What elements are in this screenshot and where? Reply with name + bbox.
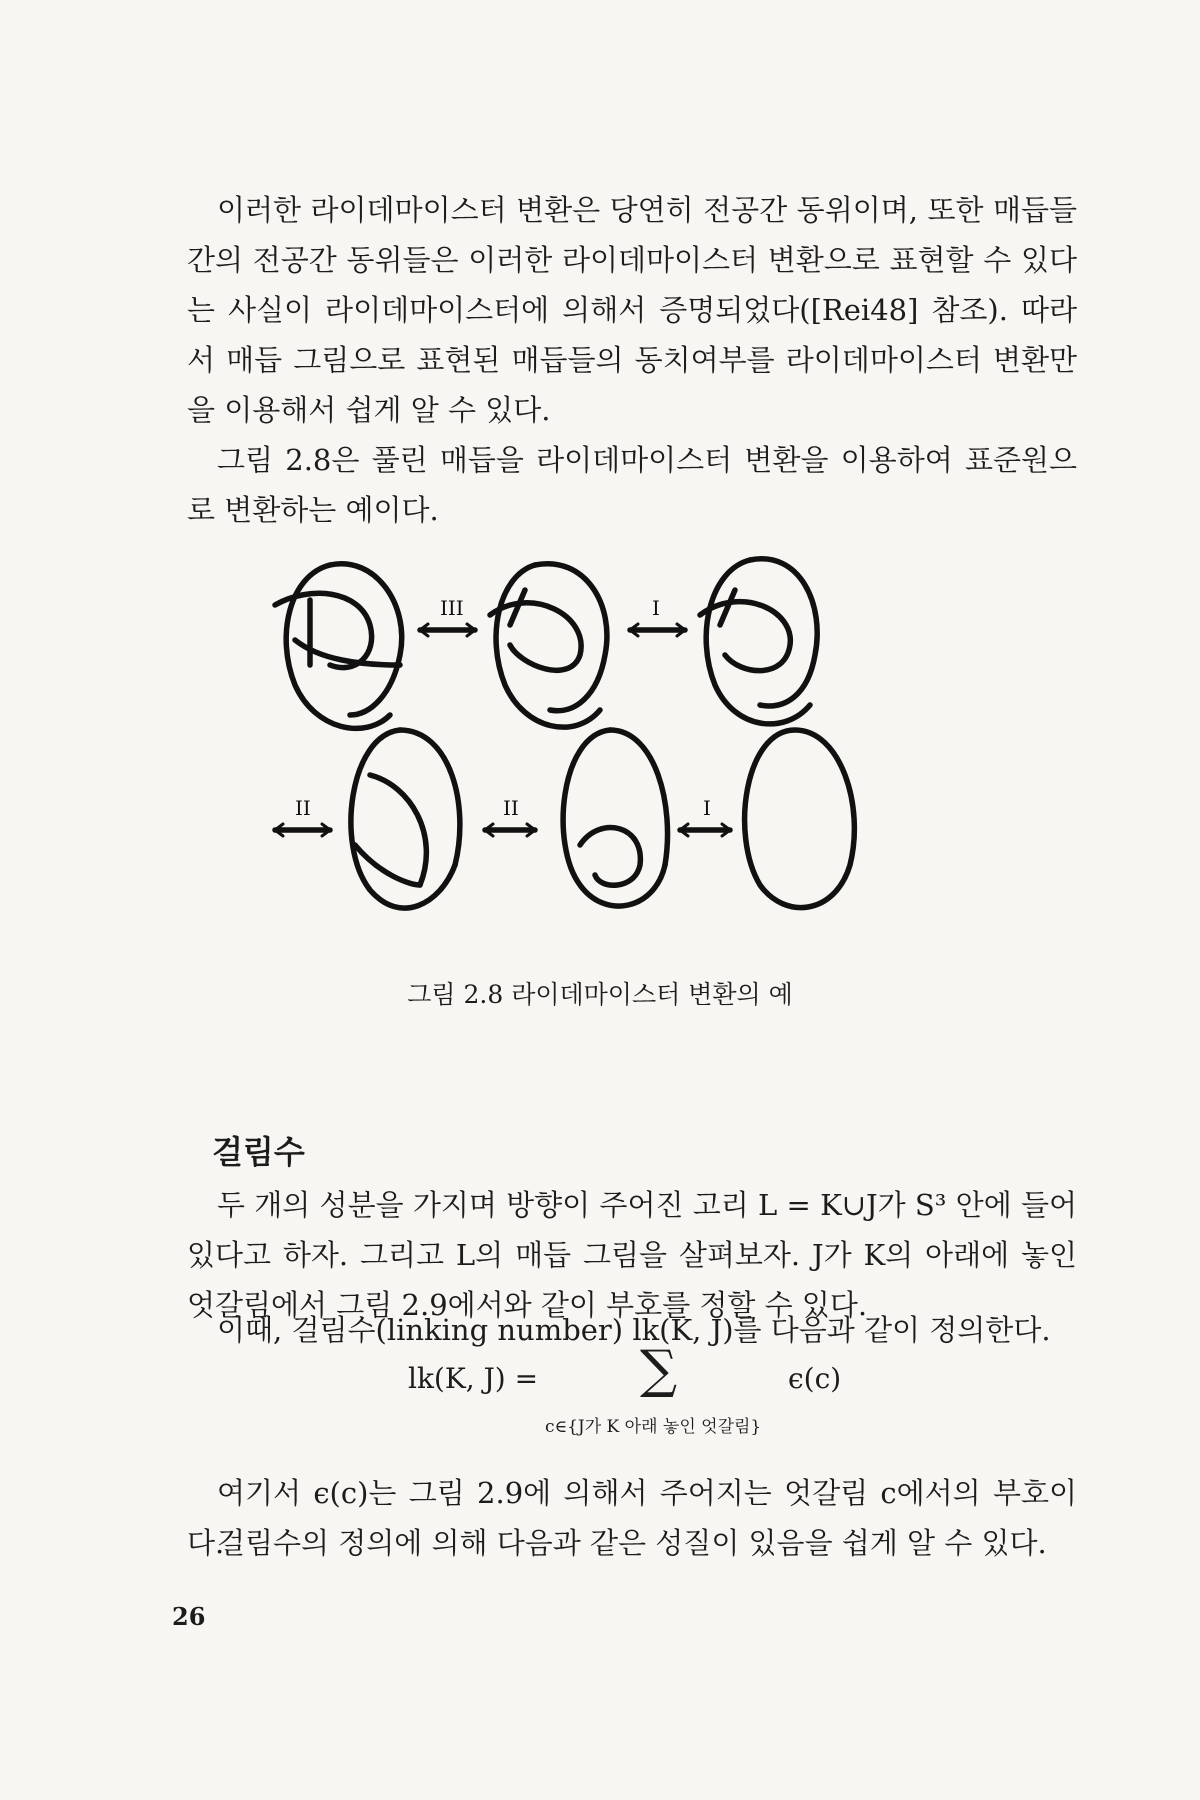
knot-diagram-3 [700, 559, 817, 724]
move-label-4: II [503, 796, 519, 820]
move-label-5: I [703, 796, 711, 820]
paragraph-figure-intro: 그림 2.8은 풀린 매듭을 라이데마이스터 변환을 이용하여 표준원으로 변환하는 예이다. [187, 443, 1077, 527]
knot-diagram-4 [351, 730, 460, 908]
arrow-move-iii [420, 624, 475, 636]
formula-lhs: lk(K, J) = [408, 1362, 539, 1395]
figure-caption: 그림 2.8 라이데마이스터 변환의 예 [407, 980, 793, 1009]
paragraph-reidemeister-intro: 이러한 라이데마이스터 변환은 당연히 전공간 동위이며, 또한 매듭들간의 전공간 동위들은 이러한 라이데마이스터 변환으로 표현할 수 있다는 사실이 라이데마이스터에 의해서 증명되었다([Rei48] 참조). 따라서 매듭 그림으로 표현된 매듭들의 동치여부를 라이데마이스터 변환만을 이용해서 쉽게 알 수 있다. [187, 193, 1077, 427]
sum-symbol: ∑ [640, 1340, 678, 1400]
move-label-2: I [652, 596, 660, 620]
formula-rhs: ϵ(c) [788, 1362, 842, 1395]
section-title: 걸림수 [212, 1133, 305, 1171]
knot-diagram-2 [490, 564, 607, 727]
paragraph-linking-number: 이때, 걸림수(linking number) lk(K, J)를 다음과 같이 정의한다. [217, 1313, 1051, 1347]
knot-diagram-unknot [745, 730, 855, 908]
paragraph-properties-intro: 걸림수의 정의에 의해 다음과 같은 성질이 있음을 쉽게 알 수 있다. [217, 1526, 1047, 1560]
knot-diagrams [270, 545, 990, 965]
arrow-move-i-second [680, 824, 730, 836]
move-label-1: III [440, 596, 464, 620]
move-label-3: II [295, 796, 311, 820]
figure-reidemeister-moves [270, 545, 990, 965]
paragraph-link-definition: 두 개의 성분을 가지며 방향이 주어진 고리 L = K∪J가 S³ 안에 들어 있다고 하자. 그리고 L의 매듭 그림을 살펴보자. J가 K의 아래에 놓인 엇갈림에서 그림 2.9에서와 같이 부호를 정할 수 있다. [187, 1188, 1077, 1322]
page-number: 26 [172, 1602, 206, 1631]
linking-number-formula [0, 1340, 1200, 1452]
arrow-move-i-first [630, 624, 685, 636]
arrow-move-ii-second [485, 824, 535, 836]
sum-index: c∈{J가 K 아래 놓인 엇갈림} [545, 1417, 762, 1437]
arrow-move-ii-first [275, 824, 330, 836]
knot-diagram-5 [563, 730, 667, 906]
knot-diagram-1 [275, 564, 402, 729]
paragraph-sign-explanation: 여기서 ϵ(c)는 그림 2.9에 의해서 주어지는 엇갈림 c에서의 부호이다. [187, 1476, 1077, 1560]
